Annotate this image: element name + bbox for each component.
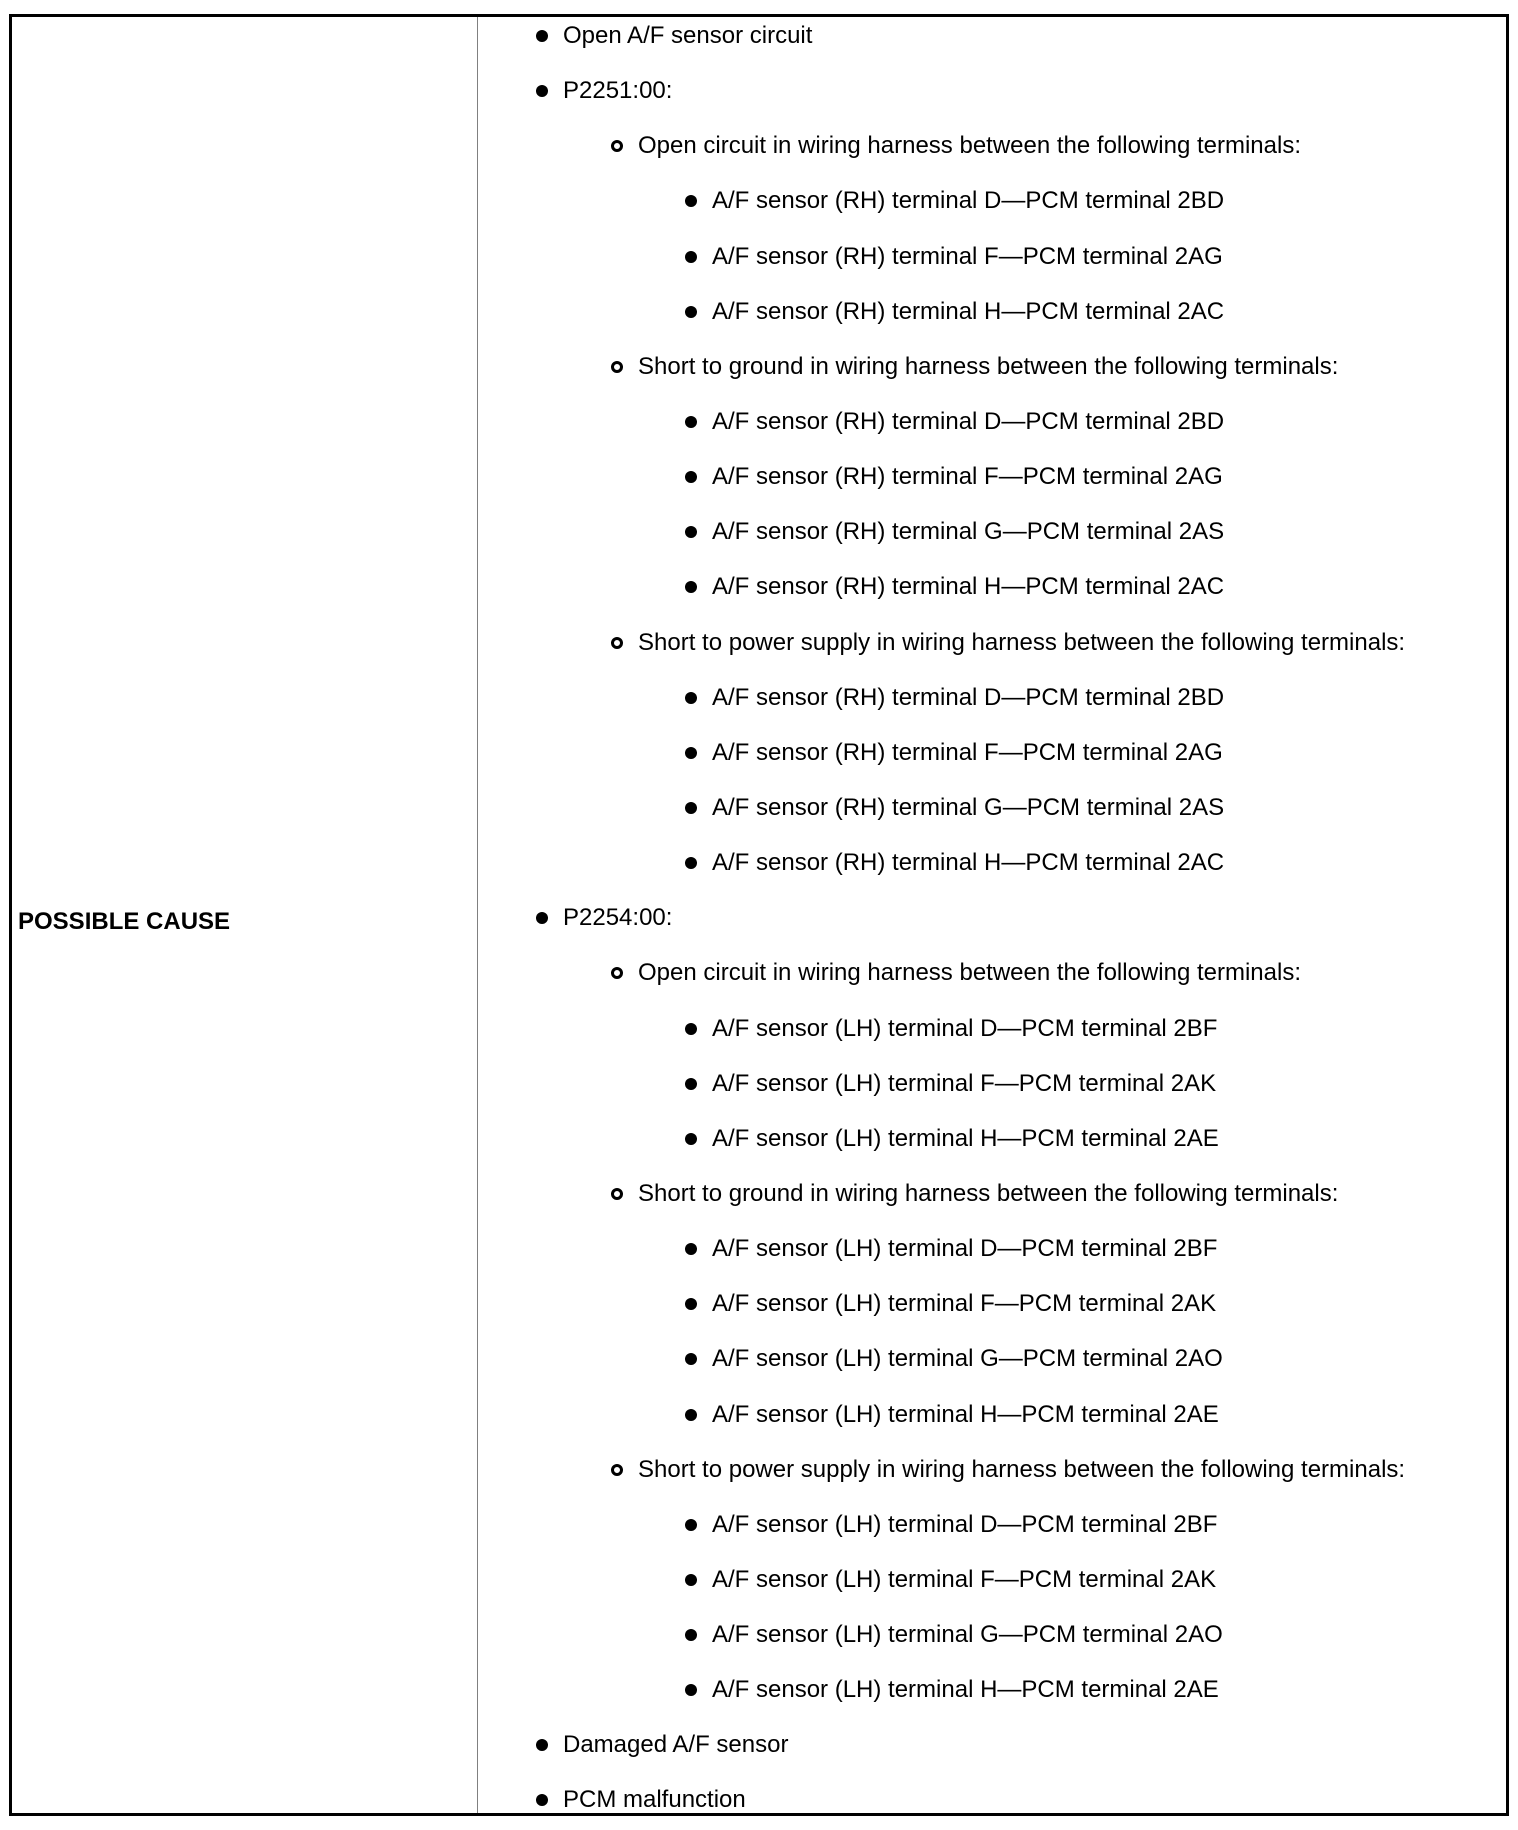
filled-circle-icon	[685, 1684, 697, 1696]
hollow-circle-icon	[611, 637, 623, 649]
filled-circle-icon	[685, 1078, 697, 1090]
item-text: A/F sensor (RH) terminal F—PCM terminal 2AG	[712, 463, 1223, 490]
item-text: A/F sensor (LH) terminal H—PCM terminal 2AE	[712, 1676, 1219, 1703]
item-text: Open circuit in wiring harness between the following terminals:	[638, 132, 1301, 159]
filled-circle-icon	[685, 471, 697, 483]
filled-circle-icon	[685, 1409, 697, 1421]
item-text: A/F sensor (RH) terminal H—PCM terminal 2AC	[712, 298, 1225, 325]
filled-circle-icon	[685, 692, 697, 704]
filled-circle-icon	[685, 857, 697, 869]
item-text: PCM malfunction	[563, 1786, 746, 1813]
hollow-circle-icon	[611, 1464, 623, 1476]
hollow-circle-icon	[611, 140, 623, 152]
filled-circle-icon	[685, 1023, 697, 1035]
item-text: A/F sensor (RH) terminal D—PCM terminal 2BD	[712, 408, 1225, 435]
filled-circle-icon	[685, 1243, 697, 1255]
item-text: Short to power supply in wiring harness between the following terminals:	[638, 629, 1406, 656]
filled-circle-icon	[685, 1353, 697, 1365]
filled-circle-icon	[536, 85, 548, 97]
item-text: A/F sensor (LH) terminal H—PCM terminal 2AE	[712, 1125, 1219, 1152]
filled-circle-icon	[685, 1298, 697, 1310]
item-text: A/F sensor (RH) terminal H—PCM terminal 2AC	[712, 573, 1225, 600]
item-text: Short to power supply in wiring harness between the following terminals:	[638, 1456, 1406, 1483]
item-text: A/F sensor (RH) terminal F—PCM terminal 2AG	[712, 739, 1223, 766]
filled-circle-icon	[685, 416, 697, 428]
item-text: A/F sensor (LH) terminal F—PCM terminal 2AK	[712, 1566, 1217, 1593]
filled-circle-icon	[536, 30, 548, 42]
item-text: Damaged A/F sensor	[563, 1731, 789, 1758]
item-text: A/F sensor (LH) terminal G—PCM terminal 2AO	[712, 1621, 1223, 1648]
cause-list-cell	[478, 17, 1506, 1813]
item-text: Open circuit in wiring harness between the following terminals:	[638, 959, 1301, 986]
filled-circle-icon	[685, 1629, 697, 1641]
label-cell	[12, 17, 478, 1813]
filled-circle-icon	[685, 1133, 697, 1145]
item-text: A/F sensor (RH) terminal H—PCM terminal 2AC	[712, 849, 1225, 876]
filled-circle-icon	[536, 912, 548, 924]
item-text: P2254:00:	[563, 904, 673, 931]
hollow-circle-icon	[611, 1188, 623, 1200]
item-text: A/F sensor (LH) terminal D—PCM terminal 2BF	[712, 1235, 1218, 1262]
possible-cause-label: POSSIBLE CAUSE	[18, 908, 231, 935]
item-text: A/F sensor (RH) terminal G—PCM terminal 2AS	[712, 518, 1225, 545]
filled-circle-icon	[685, 306, 697, 318]
filled-circle-icon	[685, 1519, 697, 1531]
item-text: A/F sensor (LH) terminal D—PCM terminal 2BF	[712, 1511, 1218, 1538]
item-text: Short to ground in wiring harness between the following terminals:	[638, 1180, 1339, 1207]
item-text: P2251:00:	[563, 77, 673, 104]
item-text: A/F sensor (RH) terminal D—PCM terminal 2BD	[712, 684, 1225, 711]
filled-circle-icon	[685, 581, 697, 593]
item-text: Open A/F sensor circuit	[563, 22, 813, 49]
hollow-circle-icon	[611, 361, 623, 373]
filled-circle-icon	[685, 1574, 697, 1586]
item-text: A/F sensor (LH) terminal F—PCM terminal 2AK	[712, 1070, 1217, 1097]
item-text: Short to ground in wiring harness between the following terminals:	[638, 353, 1339, 380]
item-text: A/F sensor (LH) terminal F—PCM terminal 2AK	[712, 1290, 1217, 1317]
item-text: A/F sensor (LH) terminal D—PCM terminal 2BF	[712, 1015, 1218, 1042]
item-text: A/F sensor (RH) terminal D—PCM terminal 2BD	[712, 187, 1225, 214]
item-text: A/F sensor (RH) terminal F—PCM terminal 2AG	[712, 243, 1223, 270]
filled-circle-icon	[685, 195, 697, 207]
filled-circle-icon	[685, 526, 697, 538]
filled-circle-icon	[536, 1794, 548, 1806]
filled-circle-icon	[685, 251, 697, 263]
filled-circle-icon	[685, 747, 697, 759]
item-text: A/F sensor (LH) terminal G—PCM terminal 2AO	[712, 1345, 1223, 1372]
hollow-circle-icon	[611, 967, 623, 979]
filled-circle-icon	[536, 1739, 548, 1751]
item-text: A/F sensor (LH) terminal H—PCM terminal 2AE	[712, 1401, 1219, 1428]
item-text: A/F sensor (RH) terminal G—PCM terminal 2AS	[712, 794, 1225, 821]
possible-cause-table	[9, 14, 1509, 1816]
filled-circle-icon	[685, 802, 697, 814]
